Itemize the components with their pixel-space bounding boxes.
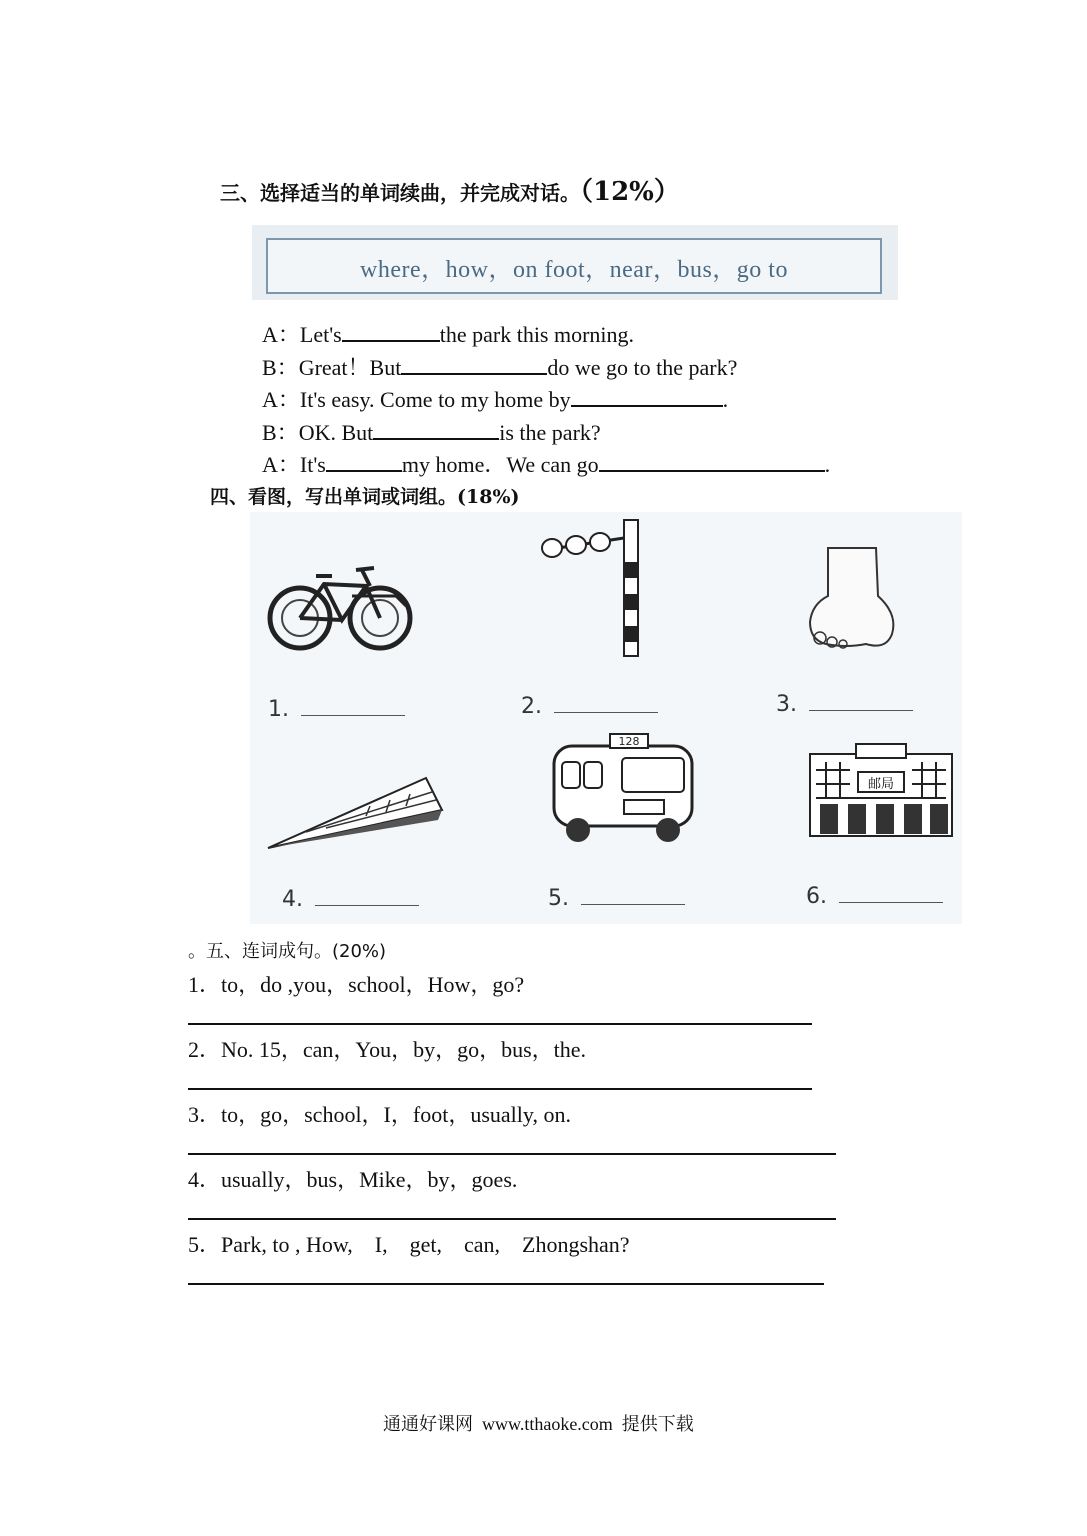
- section-5-title: 。五、连词成句。(20%): [188, 941, 387, 962]
- word-bank: [266, 238, 882, 294]
- word-bank-text: where，how，on foot，near，bus，go to: [360, 256, 788, 283]
- item-5: [548, 886, 685, 911]
- answer-line-2[interactable]: [188, 1088, 812, 1090]
- answer-line[interactable]: [554, 712, 658, 713]
- dialog-text: do we go to the park?: [547, 355, 738, 380]
- answer-line[interactable]: [301, 715, 405, 716]
- sentence-2: 2．No. 15，can，You，by，go，bus，the.: [188, 1037, 587, 1062]
- post-office-sign: 邮局: [867, 777, 895, 792]
- dialog-text: Great！But: [298, 355, 402, 380]
- item-2: [521, 694, 658, 719]
- dialog-text: It's easy. Come to my home by: [299, 387, 571, 412]
- answer-line-4[interactable]: [188, 1218, 836, 1220]
- section-4-title: [210, 482, 520, 509]
- speaker: B：: [262, 355, 299, 380]
- answer-line[interactable]: [315, 905, 419, 906]
- section-3-title: [220, 171, 680, 208]
- item-1: [268, 697, 405, 722]
- item-number: 5.: [548, 886, 569, 911]
- traffic-light-icon: [538, 518, 658, 658]
- section-3-title-text: 三、选择适当的单词续曲，并完成对话。: [220, 181, 580, 205]
- answer-blank[interactable]: [571, 385, 723, 407]
- dialog-line-1: [262, 318, 634, 349]
- dialog-text: is the park?: [499, 420, 601, 445]
- section-3-percent: （12%）: [580, 177, 680, 207]
- sentence-5: 5．Park, to , How, I, get, can, Zhongshan?: [188, 1232, 630, 1257]
- dialog-text: OK. But: [298, 420, 374, 445]
- bus-icon: [548, 730, 698, 848]
- speaker: A：: [262, 387, 300, 412]
- item-number: 3.: [776, 692, 797, 717]
- dialog-text: .: [722, 387, 729, 412]
- speaker: A：: [262, 452, 300, 477]
- answer-blank[interactable]: [401, 353, 547, 375]
- answer-blank[interactable]: [599, 450, 825, 472]
- dialog-text: .: [824, 452, 831, 477]
- item-4: [282, 887, 419, 912]
- answer-line[interactable]: [581, 904, 685, 905]
- dialog-text: Let's: [299, 322, 342, 347]
- dialog-line-2: [262, 351, 737, 382]
- dialog-text: the park this morning.: [439, 322, 635, 347]
- dialog-text: my home．We can go: [401, 452, 599, 477]
- post-office-icon: [806, 740, 956, 838]
- answer-blank[interactable]: [373, 418, 499, 440]
- speaker: A：: [262, 322, 300, 347]
- item-number: 1.: [268, 697, 289, 722]
- dialog-line-3: [262, 383, 728, 414]
- item-number: 2.: [521, 694, 542, 719]
- item-3: [776, 692, 913, 717]
- train-icon: [266, 770, 446, 854]
- sentence-4: 4．usually，bus，Mike，by，goes.: [188, 1167, 518, 1192]
- answer-line[interactable]: [809, 710, 913, 711]
- sentence-1: 1．to，do ,you，school，How，go?: [188, 972, 525, 997]
- item-6: [806, 884, 943, 909]
- sentence-3: 3．to，go，school，I，foot，usually, on.: [188, 1102, 571, 1127]
- footer-text: 通通好课网 www.tthaoke.com 提供下载: [383, 1414, 694, 1434]
- section-4-title-text: 四、看图，写出单词或词组。: [210, 486, 458, 508]
- answer-blank[interactable]: [342, 320, 440, 342]
- dialog-line-5: [262, 448, 830, 479]
- item-number: 6.: [806, 884, 827, 909]
- answer-blank[interactable]: [326, 450, 402, 472]
- dialog-line-4: [262, 416, 601, 447]
- answer-line-1[interactable]: [188, 1023, 812, 1025]
- item-number: 4.: [282, 887, 303, 912]
- section-4-percent: (18%): [457, 486, 520, 508]
- speaker: B：: [262, 420, 299, 445]
- answer-line[interactable]: [839, 902, 943, 903]
- dialog-text: It's: [299, 452, 326, 477]
- bicycle-icon: [266, 556, 416, 652]
- foot-icon: [806, 544, 900, 656]
- bus-number: 128: [618, 735, 640, 748]
- answer-line-5[interactable]: [188, 1283, 824, 1285]
- answer-line-3[interactable]: [188, 1153, 836, 1155]
